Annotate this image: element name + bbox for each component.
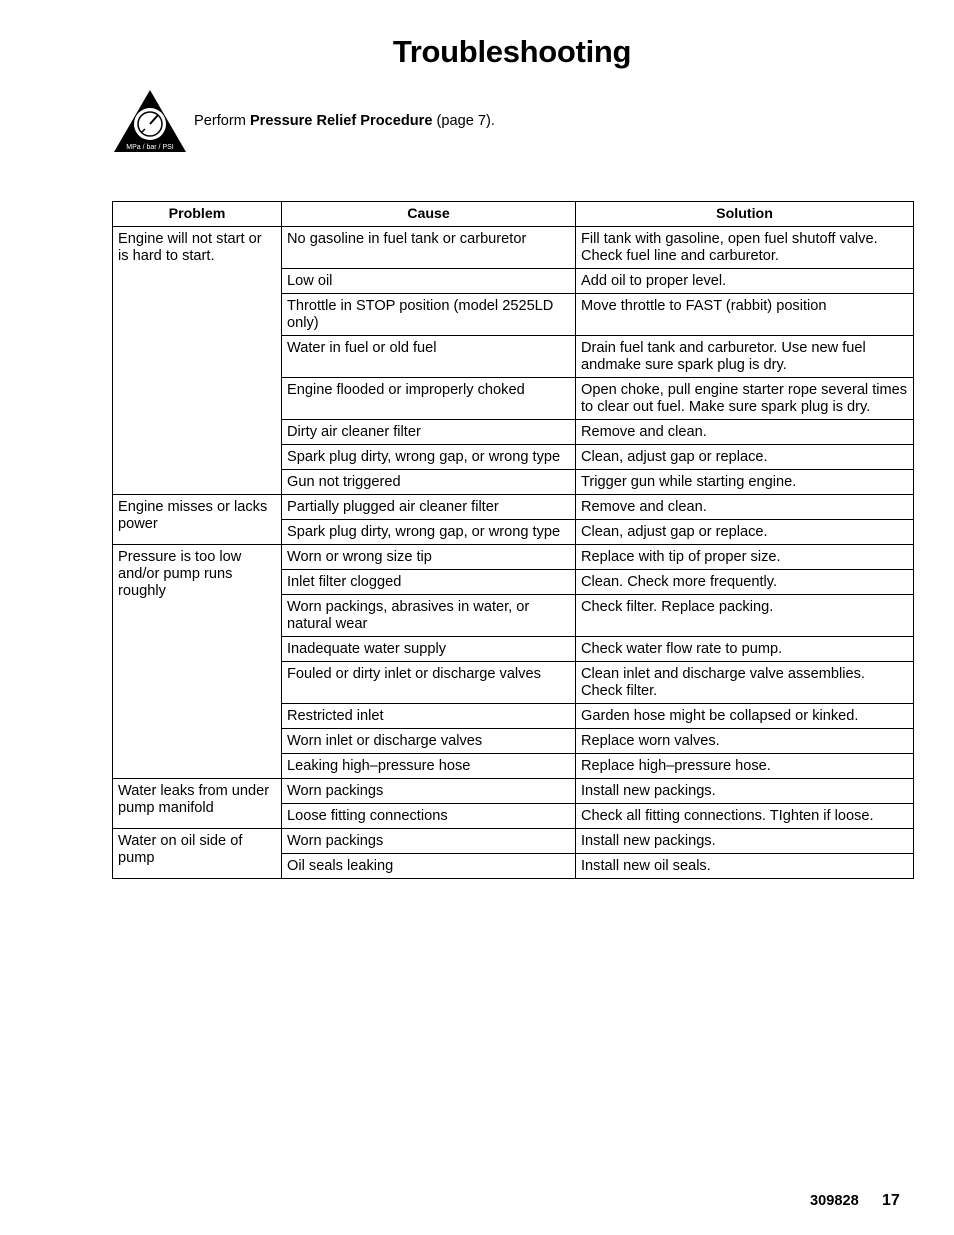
cause-cell: Inadequate water supply — [282, 637, 576, 662]
solution-cell: Move throttle to FAST (rabbit) position — [576, 294, 914, 336]
cause-cell: Spark plug dirty, wrong gap, or wrong type — [282, 520, 576, 545]
solution-cell: Check water flow rate to pump. — [576, 637, 914, 662]
table-row — [113, 545, 914, 570]
solution-cell: Replace worn valves. — [576, 729, 914, 754]
cause-cell: Throttle in STOP position (model 2525LD only) — [282, 294, 576, 336]
cause-cell: Worn packings — [282, 829, 576, 854]
solution-cell: Drain fuel tank and carburetor. Use new fuel andmake sure spark plug is dry. — [576, 336, 914, 378]
table-header-row — [113, 202, 914, 227]
cause-cell: Engine flooded or improperly choked — [282, 378, 576, 420]
table-row — [113, 779, 914, 804]
cause-cell: Low oil — [282, 269, 576, 294]
cause-cell: Partially plugged air cleaner filter — [282, 495, 576, 520]
cause-cell: Restricted inlet — [282, 704, 576, 729]
cause-cell: Dirty air cleaner filter — [282, 420, 576, 445]
table-row — [113, 495, 914, 520]
header-cause: Cause — [282, 202, 576, 227]
solution-cell: Replace high–pressure hose. — [576, 754, 914, 779]
solution-cell: Fill tank with gasoline, open fuel shutoff valve. Check fuel line and carburetor. — [576, 227, 914, 269]
notice-suffix: (page 7). — [432, 113, 495, 129]
solution-cell: Remove and clean. — [576, 420, 914, 445]
cause-cell: Spark plug dirty, wrong gap, or wrong type — [282, 445, 576, 470]
solution-cell: Remove and clean. — [576, 495, 914, 520]
table-row — [113, 829, 914, 854]
solution-cell: Clean inlet and discharge valve assemblies. Check filter. — [576, 662, 914, 704]
cause-cell: No gasoline in fuel tank or carburetor — [282, 227, 576, 269]
cause-cell: Water in fuel or old fuel — [282, 336, 576, 378]
solution-cell: Install new oil seals. — [576, 854, 914, 879]
solution-cell: Garden hose might be collapsed or kinked. — [576, 704, 914, 729]
cause-cell: Gun not triggered — [282, 470, 576, 495]
solution-cell: Replace with tip of proper size. — [576, 545, 914, 570]
doc-number: 309828 — [810, 1193, 859, 1209]
cause-cell: Worn or wrong size tip — [282, 545, 576, 570]
solution-cell: Install new packings. — [576, 829, 914, 854]
table-body — [113, 227, 914, 879]
pressure-gauge-warning-icon — [112, 88, 188, 154]
cause-cell: Worn packings, abrasives in water, or natural wear — [282, 595, 576, 637]
header-problem: Problem — [113, 202, 282, 227]
cause-cell: Worn packings — [282, 779, 576, 804]
solution-cell: Clean. Check more frequently. — [576, 570, 914, 595]
problem-cell: Pressure is too low and/or pump runs roughly — [113, 545, 282, 779]
solution-cell: Add oil to proper level. — [576, 269, 914, 294]
troubleshooting-table — [112, 201, 914, 879]
page-title: Troubleshooting — [392, 34, 632, 69]
pressure-relief-notice — [194, 113, 495, 129]
solution-cell: Check filter. Replace packing. — [576, 595, 914, 637]
solution-cell: Check all fitting connections. TIghten if loose. — [576, 804, 914, 829]
cause-cell: Oil seals leaking — [282, 854, 576, 879]
cause-cell: Leaking high–pressure hose — [282, 754, 576, 779]
solution-cell: Clean, adjust gap or replace. — [576, 445, 914, 470]
solution-cell: Install new packings. — [576, 779, 914, 804]
solution-cell: Open choke, pull engine starter rope several times to clear out fuel. Make sure spark plug is dry. — [576, 378, 914, 420]
solution-cell: Clean, adjust gap or replace. — [576, 520, 914, 545]
solution-cell: Trigger gun while starting engine. — [576, 470, 914, 495]
page-number: 17 — [882, 1192, 900, 1209]
gauge-unit-label: MPa / bar / PSI — [126, 144, 174, 151]
table-row — [113, 227, 914, 269]
cause-cell: Worn inlet or discharge valves — [282, 729, 576, 754]
cause-cell: Loose fitting connections — [282, 804, 576, 829]
problem-cell: Water on oil side of pump — [113, 829, 282, 879]
notice-prefix: Perform — [194, 113, 250, 129]
problem-cell: Engine misses or lacks power — [113, 495, 282, 545]
notice-procedure-name: Pressure Relief Procedure — [249, 113, 433, 129]
cause-cell: Inlet filter clogged — [282, 570, 576, 595]
problem-cell: Engine will not start or is hard to start. — [113, 227, 282, 495]
cause-cell: Fouled or dirty inlet or discharge valves — [282, 662, 576, 704]
header-solution: Solution — [576, 202, 914, 227]
problem-cell: Water leaks from under pump manifold — [113, 779, 282, 829]
